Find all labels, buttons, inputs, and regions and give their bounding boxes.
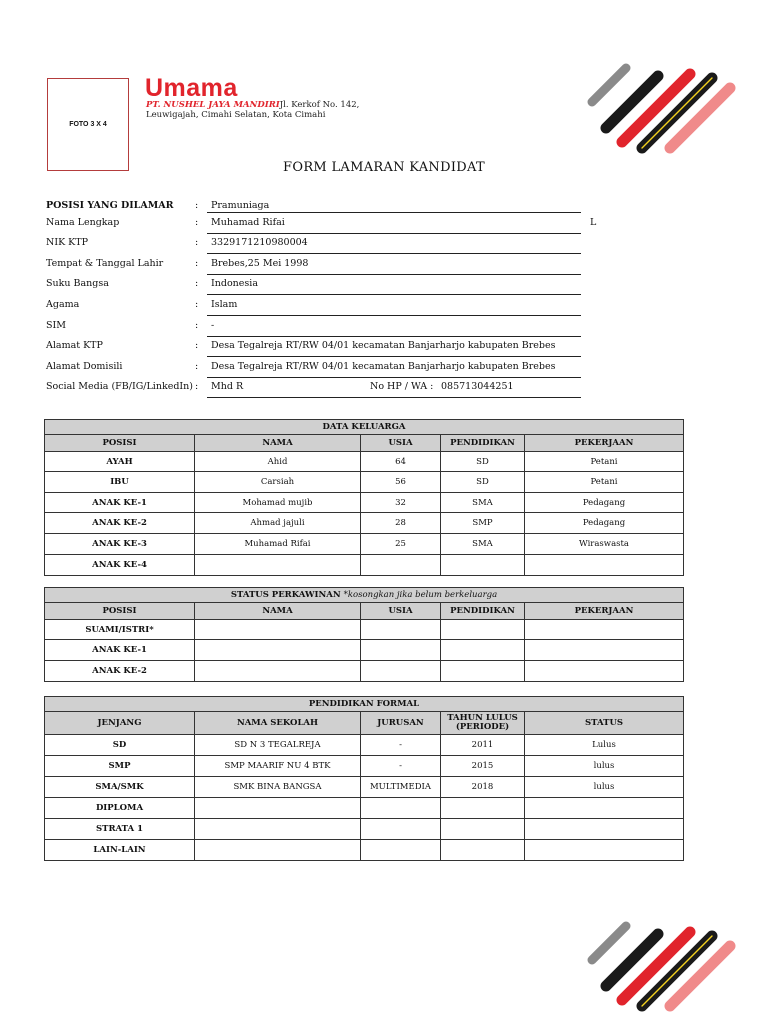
company-info	[146, 100, 366, 120]
table-cell: lulus	[525, 756, 684, 777]
phone-value: 085713044251	[441, 381, 514, 392]
ethnic-value: Indonesia	[211, 278, 258, 289]
table-cell: MULTIMEDIA	[361, 777, 441, 798]
table-cell: Pedagang	[525, 493, 684, 513]
table-cell: Petani	[525, 452, 684, 472]
underline	[207, 336, 581, 337]
table-cell: ANAK KE-2	[45, 513, 195, 534]
table-cell	[361, 798, 441, 819]
decorative-stripes-top	[580, 60, 768, 160]
table-row	[45, 452, 684, 472]
marital-title: STATUS PERKAWINAN	[230, 590, 341, 600]
table-cell: SD	[441, 472, 525, 493]
colon: :	[195, 258, 199, 269]
column-header: NAMA	[195, 435, 361, 452]
social-label: Social Media (FB/IG/LinkedIn)	[46, 381, 193, 392]
colon: :	[195, 381, 199, 392]
table-cell: SMA	[441, 493, 525, 513]
marital-table-title	[45, 588, 684, 603]
nik-value: 3329171210980004	[211, 237, 308, 248]
ethnic-label: Suku Bangsa	[46, 278, 109, 289]
table-cell: Ahmad jajuli	[195, 513, 361, 534]
table-cell	[195, 819, 361, 840]
education-table	[44, 696, 684, 861]
name-label: Nama Lengkap	[46, 217, 120, 228]
company-address-1: Jl. Kerkof No. 142,	[279, 100, 360, 110]
table-cell	[525, 661, 684, 682]
religion-label: Agama	[46, 299, 80, 310]
table-cell: SMP MAARIF NU 4 BTK	[195, 756, 361, 777]
column-header: PENDIDIKAN	[441, 603, 525, 620]
column-header: NAMA SEKOLAH	[195, 712, 361, 735]
table-cell	[441, 798, 525, 819]
table-cell: -	[361, 735, 441, 756]
table-cell	[195, 620, 361, 640]
table-cell	[441, 819, 525, 840]
table-cell: AYAH	[45, 452, 195, 472]
domicile-value: Desa Tegalreja RT/RW 04/01 kecamatan Banjarharjo kabupaten Brebes	[211, 361, 556, 372]
column-header: JURUSAN	[361, 712, 441, 735]
table-cell: Lulus	[525, 735, 684, 756]
column-header-year	[441, 712, 525, 735]
column-header: NAMA	[195, 603, 361, 620]
underline	[207, 212, 581, 213]
table-cell	[361, 840, 441, 861]
underline	[207, 397, 581, 398]
table-row	[45, 534, 684, 555]
table-cell: ANAK KE-1	[45, 640, 195, 661]
table-row	[45, 798, 684, 819]
table-cell: SUAMI/ISTRI*	[45, 620, 195, 640]
table-cell: ANAK KE-1	[45, 493, 195, 513]
table-cell: STRATA 1	[45, 819, 195, 840]
table-cell: Ahid	[195, 452, 361, 472]
ktp-address-value: Desa Tegalreja RT/RW 04/01 kecamatan Banjarharjo kabupaten Brebes	[211, 340, 556, 351]
table-cell: SMK BINA BANGSA	[195, 777, 361, 798]
sim-value: -	[211, 320, 215, 331]
colon: :	[195, 299, 199, 310]
column-header: POSISI	[45, 435, 195, 452]
table-cell	[361, 819, 441, 840]
underline	[207, 315, 581, 316]
brand-logo: Umama	[145, 74, 238, 102]
photo-placeholder	[47, 78, 129, 171]
phone-label: No HP / WA :	[370, 381, 434, 392]
position-label: POSISI YANG DILAMAR	[46, 200, 174, 211]
birth-label: Tempat & Tanggal Lahir	[46, 258, 164, 269]
education-table-title: PENDIDIKAN FORMAL	[45, 697, 684, 712]
colon: :	[195, 200, 199, 211]
photo-label: FOTO 3 X 4	[69, 121, 107, 128]
table-cell: Carsiah	[195, 472, 361, 493]
table-cell	[195, 840, 361, 861]
table-cell	[525, 819, 684, 840]
table-cell	[361, 640, 441, 661]
table-cell	[361, 620, 441, 640]
table-row	[45, 620, 684, 640]
marital-table	[44, 587, 684, 682]
table-cell: -	[361, 756, 441, 777]
table-cell: 2011	[441, 735, 525, 756]
table-row	[45, 777, 684, 798]
table-cell	[361, 555, 441, 576]
table-cell: LAIN-LAIN	[45, 840, 195, 861]
family-table	[44, 419, 684, 576]
table-cell: 56	[361, 472, 441, 493]
marital-note: *kosongkan jika belum berkeluarga	[343, 590, 498, 600]
name-value: Muhamad Rifai	[211, 217, 285, 228]
column-header: JENJANG	[45, 712, 195, 735]
table-cell: 2015	[441, 756, 525, 777]
decorative-stripes-bottom	[580, 918, 768, 1018]
ktp-address-label: Alamat KTP	[46, 340, 103, 351]
table-cell: Muhamad Rifai	[195, 534, 361, 555]
table-cell: SMP	[45, 756, 195, 777]
table-cell	[195, 661, 361, 682]
company-address-2: Leuwigajah, Cimahi Selatan, Kota Cimahi	[146, 110, 326, 120]
colon: :	[195, 217, 199, 228]
table-cell: SMA/SMK	[45, 777, 195, 798]
underline	[207, 356, 581, 357]
column-header: TAHUN LULUS	[447, 713, 518, 723]
table-cell	[525, 840, 684, 861]
table-cell: 25	[361, 534, 441, 555]
underline	[207, 274, 581, 275]
table-cell: Wiraswasta	[525, 534, 684, 555]
table-cell	[441, 640, 525, 661]
table-cell	[441, 620, 525, 640]
underline	[207, 294, 581, 295]
table-cell: SD	[441, 452, 525, 472]
table-cell: SD N 3 TEGALREJA	[195, 735, 361, 756]
religion-value: Islam	[211, 299, 238, 310]
family-table-title: DATA KELUARGA	[45, 420, 684, 435]
table-cell	[525, 640, 684, 661]
colon: :	[195, 237, 199, 248]
company-name: PT. NUSHEL JAYA MANDIRI	[146, 100, 280, 110]
table-cell: 28	[361, 513, 441, 534]
table-cell	[441, 555, 525, 576]
table-cell: SD	[45, 735, 195, 756]
domicile-label: Alamat Domisili	[46, 361, 123, 372]
table-cell: Pedagang	[525, 513, 684, 534]
colon: :	[195, 361, 199, 372]
column-header: PEKERJAAN	[525, 435, 684, 452]
table-row	[45, 513, 684, 534]
column-header-sub: (PERIODE)	[455, 722, 510, 732]
sim-label: SIM	[46, 320, 66, 331]
table-cell	[441, 840, 525, 861]
table-cell: ANAK KE-3	[45, 534, 195, 555]
column-header: USIA	[361, 603, 441, 620]
table-cell: lulus	[525, 777, 684, 798]
table-row	[45, 840, 684, 861]
underline	[207, 233, 581, 234]
gender-value: L	[590, 217, 597, 228]
table-cell	[525, 555, 684, 576]
table-cell: 32	[361, 493, 441, 513]
table-cell: Petani	[525, 472, 684, 493]
position-value: Pramuniaga	[211, 200, 270, 211]
table-cell	[361, 661, 441, 682]
table-cell: IBU	[45, 472, 195, 493]
table-row	[45, 735, 684, 756]
colon: :	[195, 320, 199, 331]
birth-value: Brebes,25 Mei 1998	[211, 258, 309, 269]
table-row	[45, 661, 684, 682]
table-row	[45, 555, 684, 576]
table-cell	[525, 620, 684, 640]
table-cell	[195, 640, 361, 661]
social-value: Mhd R	[211, 381, 244, 392]
table-cell: SMP	[441, 513, 525, 534]
form-title: FORM LAMARAN KANDIDAT	[283, 160, 485, 175]
table-cell: ANAK KE-2	[45, 661, 195, 682]
table-row	[45, 640, 684, 661]
table-cell	[195, 798, 361, 819]
colon: :	[195, 278, 199, 289]
nik-label: NIK KTP	[46, 237, 89, 248]
table-cell: 2018	[441, 777, 525, 798]
table-cell: ANAK KE-4	[45, 555, 195, 576]
underline	[207, 377, 581, 378]
table-cell: SMA	[441, 534, 525, 555]
column-header: USIA	[361, 435, 441, 452]
table-cell: Mohamad mujib	[195, 493, 361, 513]
table-cell	[195, 555, 361, 576]
column-header: PEKERJAAN	[525, 603, 684, 620]
table-cell: DIPLOMA	[45, 798, 195, 819]
table-cell	[525, 798, 684, 819]
column-header: STATUS	[525, 712, 684, 735]
column-header: PENDIDIKAN	[441, 435, 525, 452]
table-cell	[441, 661, 525, 682]
underline	[207, 253, 581, 254]
table-row	[45, 819, 684, 840]
table-row	[45, 756, 684, 777]
table-row	[45, 472, 684, 493]
colon: :	[195, 340, 199, 351]
table-cell: 64	[361, 452, 441, 472]
table-row	[45, 493, 684, 513]
column-header: POSISI	[45, 603, 195, 620]
